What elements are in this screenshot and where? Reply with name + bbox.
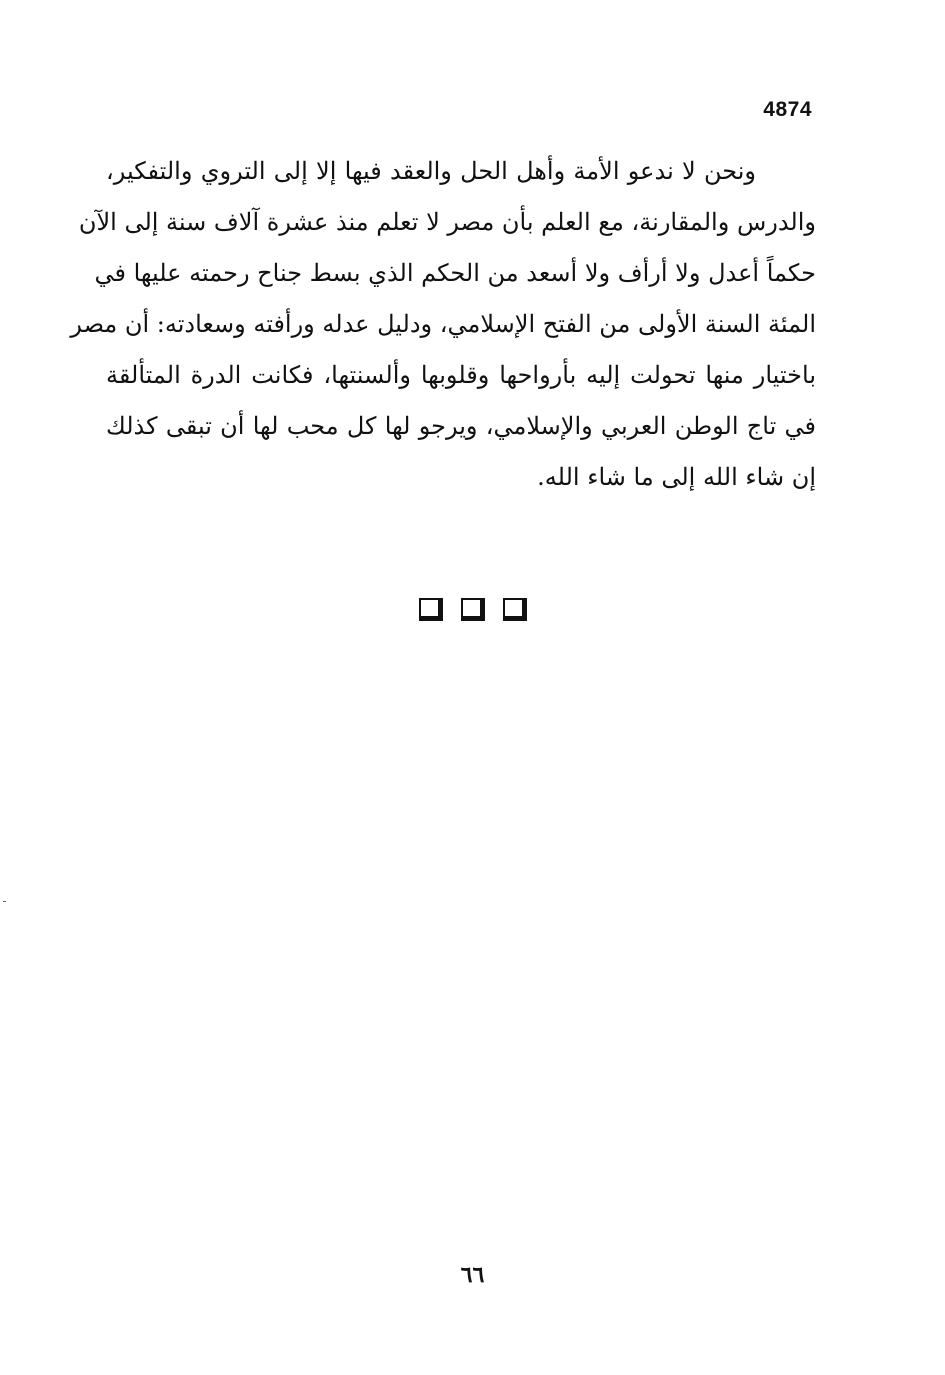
paragraph-line-3: حكماً أعدل ولا أرأف ولا أسعد من الحكم الذي بسط جناح رحمته عليها في bbox=[94, 259, 816, 287]
hollow-square-icon bbox=[503, 598, 527, 621]
paragraph-line-4: المئة السنة الأولى من الفتح الإسلامي، ودليل عدله ورأفته وسعادته: أن مصر bbox=[70, 310, 816, 338]
hollow-square-icon bbox=[419, 598, 443, 621]
hollow-square-icon bbox=[461, 598, 485, 621]
paragraph-line-7: إن شاء الله إلى ما شاء الله. bbox=[537, 463, 816, 491]
section-separator bbox=[0, 598, 945, 621]
page-number: ٦٦ bbox=[460, 1262, 485, 1288]
paragraph-line-2: والدرس والمقارنة، مع العلم بأن مصر لا تعلم منذ عشرة آلاف سنة إلى الآن bbox=[78, 208, 816, 236]
margin-mark bbox=[3, 901, 6, 902]
paragraph-line-6: في تاج الوطن العربي والإسلامي، ويرجو لها كل محب لها أن تبقى كذلك bbox=[106, 412, 816, 440]
body-paragraph bbox=[70, 146, 816, 503]
page-id: 4874 bbox=[763, 98, 812, 121]
paragraph-line-1: ونحن لا ندعو الأمة وأهل الحل والعقد فيها إلا إلى التروي والتفكير، bbox=[106, 157, 756, 185]
paragraph-line-5: باختيار منها تحولت إليه بأرواحها وقلوبها وألسنتها، فكانت الدرة المتألقة bbox=[106, 361, 816, 389]
